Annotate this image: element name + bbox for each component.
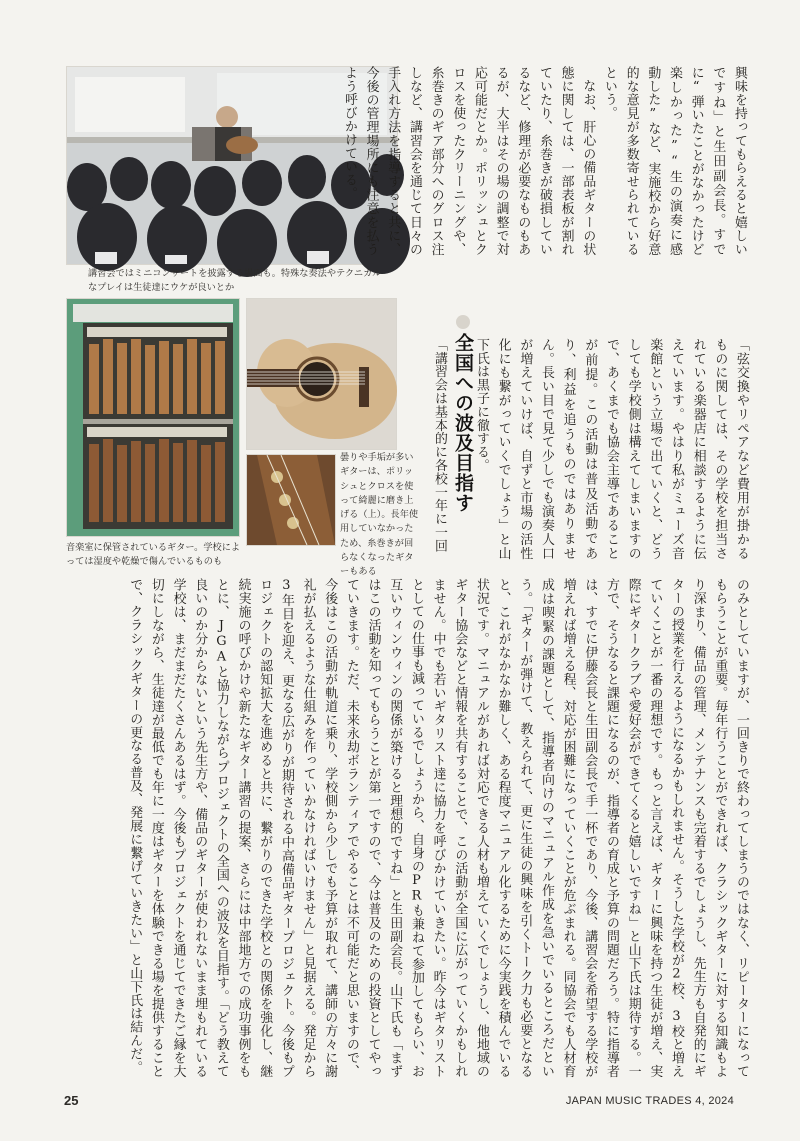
section-heading-text: 全国への波及目指す (452, 333, 474, 513)
classroom-photo-caption: 講習会ではミニコンサートを披露する場面も。特殊な奏法やテクニカルなプレイは生徒達にウケが良いとか (88, 268, 382, 294)
article-body-top-right (473, 338, 752, 560)
article-body-bottom (66, 578, 752, 1078)
page-number: 25 (64, 1093, 79, 1108)
article-paragraph: のみとしていますが、一回きりで終わってしまうのではなく、リピーターになってもらうことが重要。毎年行うことができれば、クラシックギターに対する知識もより深まり、備品の管理、メンテナンスも完着するでしょうし、先生方も自発的にギターの授業を行えるようになるかもしれません。そうした学校が2校、3校と増えていくことが一番の理想です。もっと言えば、ギターに興味を持つ生徒が増え、実際にギタークラブや愛好会ができてくると嬉しいですね」と山下氏は期待する。一方で、そうなると課題になるのが、指導者の育成と予算の問題だろう。特に指導者は、すでに伊藤会長と生田副会長で手一杯であり、今後、講習会を希望する学校が増えれば増える程、対応が困難になっていくことが危ぶまれる。同協会でも人材育成は喫緊の課題として、指導者向けのマニュアル作成を急いでいるところだという。「ギターが弾けて、教えられて、更に生徒の興味を引くトーク力も必要となると、これがなかなか難しく、ある程度マニュアル化するために今実践を積んでいる状況です。マニュアルがあれば対応できる人材も増えていくでしょうし、他地域のギター協会などと情報を共有することで、この活動が全国に広がっていくかもしれません。中でも若いギタリスト達に協力を呼びかけていきたい。昨今はギタリストとしての仕事も減っているでしょうから、自身のPRも兼ねて参加してもらい、お互いウィンウィンの関係が築けると理想的ですね」と生田副会長。山下氏も「まずはこの活動を知ってもらうことが第一ですので、今は普及のための投資としてやっていきます。ただ、未来永劫ボランティアでやることは不可能だと思いますので、今後はこの活動が軌道に乗り、学校側から少しでも予算が取れて、講師の方々に謝礼が払えるような仕組みを作っていかなければいけません」と見据える。発足から3年目を迎え、更なる広がりが期待される中高備品ギタープロジェクト。今後もプロジェクトの認知拡大を進めると共に、繋がりのできた学校との関係を強化し、継続実施の呼びかけや新たなギター講習の提案、さらには中部地方での成功事例をもとに、JGAと協力しながらプロジェクトの全国への波及を目指す。「どう教えて良いのか分からないという先生方や、備品のギターが使われないまま埋もれている学校は、まだまだたくさんあるはず。今後もプロジェクトを通じてできたご縁を大切にしながら、生徒達が最低でも年に一度はギターを体験できる場を提供することで、クラシックギターの更なる普及、発展に繋げていきたい」と山下氏は結んだ。 (127, 578, 749, 1078)
tuning-pegs-photo (246, 454, 336, 546)
heading-bullet-icon (456, 315, 470, 329)
guitar-cabinet-photo (66, 298, 240, 537)
guitar-body-photo (246, 298, 397, 450)
article-body-top-left (341, 66, 750, 256)
article-paragraph: 「弦交換やリペアなど費用が掛かるものに関しては、その学校を担当されている楽器店に相談するように伝えています。やはり私がミューズ音楽館という立場で出ていくと、どうしても学校側は構えてしまいますので、あくまでも協会主導であることが前提。この活動は普及活動であり、利益を追うものではありません。長い目で見て少しでも演奏人口が増えていけば、自ずと市場の活性化にも繋がっていくでしょう」と山下氏は黒子に徹する。 (473, 338, 749, 560)
detail-photo-caption: 曇りや手垢が多いギターは、ポリッシュとクロスを使って綺麗に磨き上げる（上）。長年使用していなかったため、糸巻きが回らなくなったギターもある (340, 452, 419, 577)
cabinet-photo-caption: 音楽室に保管されているギター。学校によっては湿度や乾燥で傷んでいるものも (66, 542, 241, 568)
section-heading (450, 315, 477, 545)
heading-following-text (424, 338, 450, 560)
article-paragraph: なお、肝心の備品ギターの状態に関しては、一部表板が割れていたり、糸巻きが破損しているなど、修理が必要なものもあるが、大半はその場の調整で対応可能だとか。ポリッシュとクロスを使ったクリーニングや、糸巻きのギア部分へのグロス注しなど、講習会を通じて日々の手入れ方法を指導すると共に、今後の管理場所にも注意を払うよう呼びかけている。 (341, 66, 596, 256)
article-paragraph: 「講習会は基本的に各校一年に一回 (432, 338, 447, 553)
magazine-title: JAPAN MUSIC TRADES 4, 2024 (565, 1095, 734, 1107)
article-paragraph: 興味を持ってもらえると嬉しいですね」と生田副会長。すでに“弾いたことがなかったけど楽しかった”“生の演奏に感動した”など、実施校から好意的な意見が多数寄せられているという。 (601, 66, 747, 256)
